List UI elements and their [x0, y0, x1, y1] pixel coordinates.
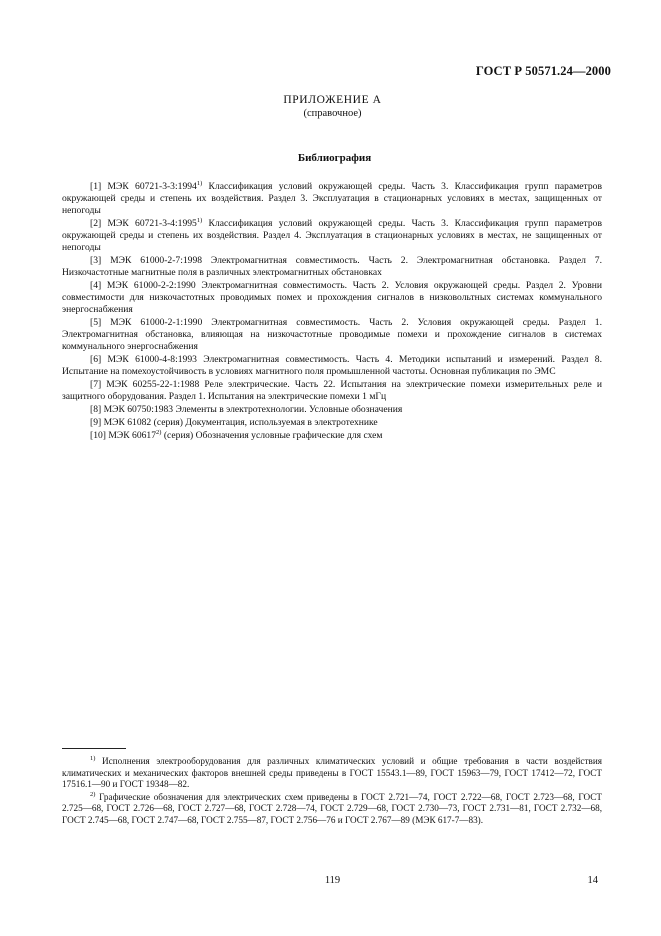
- bibliography-ref: [7] МЭК 60255-22-1:1988: [90, 379, 200, 391]
- bibliography-item: [62, 218, 602, 254]
- footnote-text: Исполнения электрооборудования для различных климатических условий и общие требования в части воздействия климатических и механических факторов внешней среды приведены в ГОСТ 15543.1—89, ГОСТ 15963—79, ГОСТ 17412—72, ГОСТ 17516.1—90 и ГОСТ 19348—82.: [62, 756, 602, 790]
- bibliography-text: Электромагнитная совместимость. Часть 4. Методики испытаний и измерений. Раздел 8. Испытание на помехоустойчивость в условиях магнитного поля промышленной частоты. Основная публикация по ЭМС: [62, 354, 602, 378]
- bibliography-list: [62, 181, 602, 443]
- bibliography-item: [62, 430, 602, 442]
- bibliography-item: [62, 255, 602, 279]
- bibliography-text: Электромагнитная совместимость. Часть 2. Электромагнитная обстановка. Раздел 7. Низкочастотные магнитные поля в различных электромагнитных обстановках: [62, 255, 602, 279]
- bibliography-item: [62, 354, 602, 378]
- footnote-divider: [62, 748, 126, 749]
- bibliography-ref: [5] МЭК 61000-2-1:1990: [90, 317, 203, 329]
- bibliography-text: (серия) Обозначения условные графические для схем: [161, 430, 383, 442]
- bibliography-ref: [9] МЭК 61082 (серия): [90, 417, 183, 429]
- bibliography-item: [62, 417, 602, 429]
- bibliography-ref: [4] МЭК 61000-2-2:1990: [90, 280, 196, 292]
- bibliography-item: [62, 317, 602, 353]
- footnote-mark: 1): [196, 217, 203, 225]
- footnote-mark: 2): [90, 790, 96, 798]
- footnotes: [62, 756, 602, 828]
- footnote-mark: 2): [156, 429, 162, 437]
- bibliography-text: Документация, используемая в электротехнике: [183, 417, 378, 429]
- footnote-mark: 1): [196, 180, 203, 187]
- appendix-subtitle: (справочное): [303, 108, 362, 119]
- bibliography-ref: [1] МЭК 60721-3-3:1994: [90, 181, 197, 192]
- bibliography-ref: [2] МЭК 60721-3-4:1995: [90, 218, 197, 230]
- section-page-number: 14: [587, 875, 598, 886]
- footnote-mark: 1): [90, 755, 96, 762]
- bibliography-title: Библиография: [297, 152, 372, 164]
- footnote: [62, 756, 602, 791]
- bibliography-text: Электромагнитная совместимость. Часть 2. Условия окружающей среды. Раздел 1. Электромагнитная обстановка, влияющая на низкочастотные проводимые помехи и прохождение сигналов в системах коммунального энергоснабжения: [62, 317, 602, 353]
- page-number: 119: [324, 875, 341, 886]
- bibliography-ref: [10] МЭК 60617: [90, 430, 157, 442]
- bibliography-text: Элементы в электротехнологии. Условные обозначения: [173, 404, 403, 416]
- bibliography-text: Реле электрические. Часть 22. Испытания на электрические помехи измерительных реле и защитного оборудования. Раздел 1. Испытания на электрические помехи 1 мГц: [62, 379, 602, 403]
- bibliography-item: [62, 404, 602, 416]
- bibliography-item: [62, 181, 602, 217]
- bibliography-ref: [3] МЭК 61000-2-7:1998: [90, 255, 203, 267]
- bibliography-item: [62, 280, 602, 316]
- bibliography-text: Электромагнитная совместимость. Часть 2. Условия окружающей среды. Раздел 2. Уровни совместимости для низкочастотных проводимых помех и прохождения сигналов в низковольтных системах коммунального энергоснабжения: [62, 280, 602, 316]
- footnote-text: Графические обозначения для электрических схем приведены в ГОСТ 2.721—74, ГОСТ 2.722—68, ГОСТ 2.723—68, ГОСТ 2.725—68, ГОСТ 2.726—68, ГОСТ 2.727—68, ГОСТ 2.728—74, ГОСТ 2.729—68, ГОСТ 2.730—73, ГОСТ 2.731—81, ГОСТ 2.732—68, ГОСТ 2.745—68, ГОСТ 2.747—68, ГОСТ 2.755—87, ГОСТ 2.756—76 и ГОСТ 2.767—89 (МЭК 617-7—83).: [62, 791, 602, 825]
- appendix-heading: [0, 94, 661, 120]
- appendix-title: ПРИЛОЖЕНИЕ А: [283, 94, 382, 106]
- bibliography-ref: [8] МЭК 60750:1983: [90, 404, 174, 416]
- bibliography-text: Классификация условий окружающей среды. Часть 3. Классификация групп параметров окружающей среды и степень их воздействия. Раздел 3. Эксплуатация в стационарных условиях в местах, защищенных от непогоды: [62, 181, 602, 217]
- footnote: [62, 792, 602, 827]
- bibliography-item: [62, 379, 602, 403]
- standard-code: ГОСТ Р 50571.24—2000: [475, 64, 611, 78]
- bibliography-ref: [6] МЭК 61000-4-8:1993: [90, 354, 197, 366]
- bibliography-text: Классификация условий окружающей среды. Часть 3. Классификация групп параметров окружающей среды и степень их воздействия. Раздел 4. Эксплуатация в стационарных условиях в местах, не защищенных от непогоды: [62, 218, 602, 254]
